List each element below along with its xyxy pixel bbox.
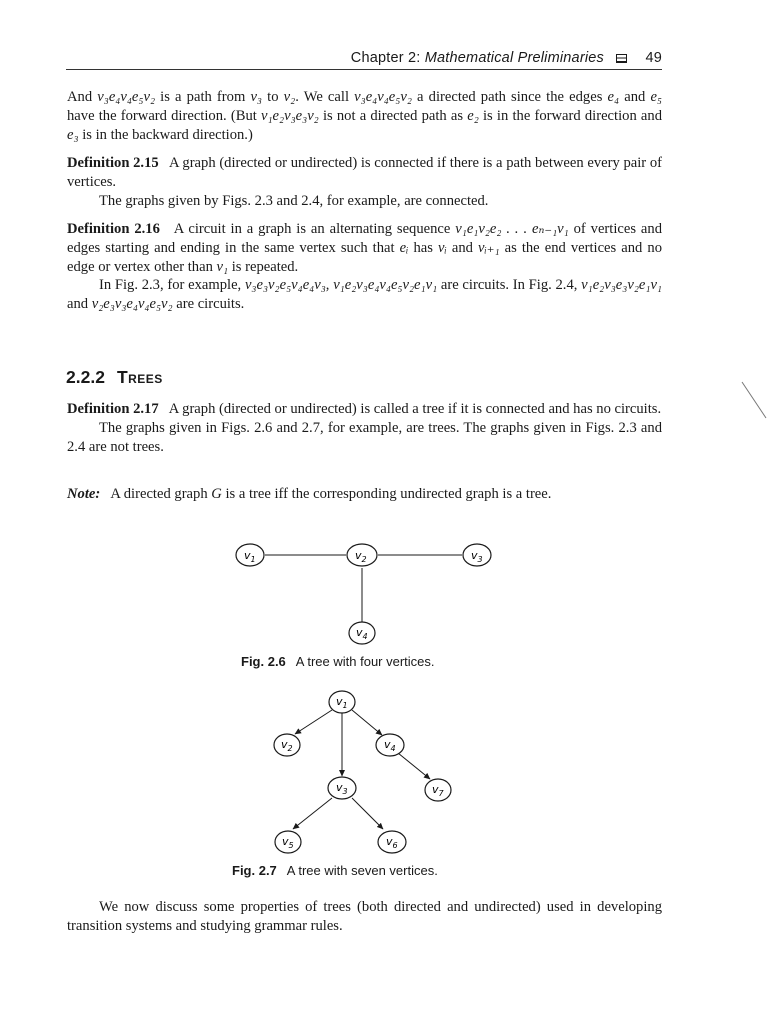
text-run: A circuit in a graph is an alternating sequence — [173, 221, 456, 237]
text-run: of vertices and edges starting and ending in the same vertex such that — [67, 221, 663, 256]
definition-label: Definition 2.15 — [67, 155, 159, 171]
text-run: and — [67, 296, 92, 313]
svg-text:v3: $v_3$ — [471, 549, 483, 564]
vertex-v4 — [349, 622, 375, 644]
note-paragraph — [67, 485, 662, 504]
text-run: In Fig. 2.3, for example, — [99, 277, 245, 294]
edge-v4-v7 — [398, 753, 430, 779]
text-run: is a tree iff the corresponding undirected graph is a tree. — [221, 486, 552, 502]
page-number: 49 — [645, 50, 662, 66]
text-run: is in the forward direction and — [478, 107, 663, 124]
math-expr: v₃e₄v₄e₅v₂ — [354, 89, 412, 105]
vertex-v6 — [378, 831, 406, 853]
vertex-v1 — [329, 691, 355, 713]
definition-label: Definition 2.17 — [67, 401, 159, 417]
figure-2-7-caption — [232, 863, 438, 878]
book-icon — [616, 54, 627, 63]
vertex-v7 — [425, 779, 451, 801]
vertex-v1 — [236, 544, 264, 566]
math-expr: G — [211, 486, 222, 502]
text-run: a directed path since the edges — [411, 89, 608, 105]
text-run: are circuits. In Fig. 2.4, — [437, 277, 582, 294]
vertex-v2 — [274, 734, 300, 756]
figure-caption-text: A tree with four vertices. — [295, 654, 435, 669]
edge-v1-v4 — [352, 710, 382, 735]
definition-example: The graphs given in Figs. 2.6 and 2.7, for example, are trees. The graphs given in Figs. 2.3 and 2.4 are not trees. — [67, 419, 662, 455]
definition-2-15 — [67, 154, 662, 210]
note-label: Note: — [67, 486, 101, 502]
math-expr: e₂ — [467, 107, 479, 124]
math-expr: vᵢ₊₁ — [477, 239, 500, 256]
vertex-v3 — [328, 777, 356, 799]
text-run: , — [325, 277, 334, 294]
paragraph-path-example — [67, 88, 662, 144]
definition-label: Definition 2.16 — [67, 221, 160, 237]
math-expr: eᵢ — [399, 239, 409, 256]
definition-example: The graphs given by Figs. 2.3 and 2.4, for example, are connected. — [99, 192, 489, 209]
header-rule — [66, 69, 662, 70]
chapter-title: Mathematical Preliminaries — [424, 50, 604, 66]
text-run: and — [619, 89, 651, 105]
math-expr: v₂e₃v₃e₄v₄e₅v₂ — [91, 296, 173, 313]
edge-v3-v5 — [293, 798, 332, 829]
text-run: is a path from — [155, 89, 251, 105]
text-run: as the end vertices and no edge or vertex other than — [67, 239, 662, 275]
section-heading — [66, 367, 163, 388]
closing-text: We now discuss some properties of trees (both directed and undirected) used in developing transition systems and studying grammar rules. — [67, 899, 662, 934]
math-expr: v₂ — [283, 89, 296, 105]
figure-label: Fig. 2.6 — [241, 654, 286, 669]
svg-text:v2: $v_2$ — [281, 738, 293, 753]
section-title: Trees — [116, 367, 163, 387]
svg-text:v2: $v_2$ — [355, 549, 367, 564]
math-expr: v₁e₂v₃e₃v₂ — [261, 107, 319, 124]
math-expr: v₁e₂v₃e₄v₄e₅v₂e₁v₁ — [333, 277, 438, 294]
svg-text:v6: $v_6$ — [386, 835, 398, 850]
edge-v1-v2 — [295, 710, 332, 734]
math-expr: v₃e₄v₄e₅v₂ — [97, 89, 156, 105]
definition-text: A graph (directed or undirected) is connected if there is a path between every pair of vertices. — [67, 155, 663, 190]
text-run: . We call — [295, 89, 355, 105]
text-run: to — [262, 89, 284, 105]
figure-caption-text: A tree with seven vertices. — [286, 863, 438, 878]
math-expr: v₃ — [250, 89, 262, 105]
scan-artifact-line — [740, 380, 768, 420]
definition-2-17 — [67, 400, 662, 456]
svg-text:v5: $v_5$ — [282, 835, 294, 850]
section-number: 2.2.2 — [66, 367, 105, 387]
svg-text:v4: $v_4$ — [384, 738, 396, 753]
math-expr: e₄ — [607, 89, 620, 105]
math-expr: vᵢ — [438, 239, 447, 256]
vertex-v5 — [275, 831, 301, 853]
svg-text:v7: $v_7$ — [432, 783, 444, 798]
vertex-v4 — [376, 734, 404, 756]
svg-text:v1: $v_1$ — [336, 695, 348, 710]
text-run: And — [67, 89, 98, 105]
math-expr: v₁ — [216, 258, 229, 275]
text-run: are circuits. — [172, 296, 245, 313]
text-run: is repeated. — [228, 258, 299, 275]
definition-text: A graph (directed or undirected) is called a tree if it is connected and has no circuits. — [168, 401, 662, 417]
svg-text:v3: $v_3$ — [336, 781, 348, 796]
figure-2-6-tree-diagram — [220, 535, 510, 655]
svg-text:v4: $v_4$ — [356, 626, 368, 641]
figure-label: Fig. 2.7 — [232, 863, 277, 878]
vertex-v3 — [463, 544, 491, 566]
math-expr: v₃e₃v₂e₅v₄e₄v₃ — [244, 277, 326, 294]
text-run: and — [446, 239, 478, 256]
text-run: is not a directed path as — [318, 107, 468, 124]
svg-text:v1: $v_1$ — [244, 549, 256, 564]
running-header — [66, 50, 662, 66]
chapter-label: Chapter 2: — [350, 50, 421, 66]
closing-paragraph — [67, 898, 662, 936]
text-run: A directed graph — [110, 486, 212, 502]
definition-2-16 — [67, 220, 662, 314]
math-expr: e₃ — [67, 126, 79, 143]
figure-2-7-tree-diagram — [260, 682, 470, 862]
text-run: has — [408, 239, 438, 256]
math-expr: v₁e₂v₃e₃v₂e₁v₁ — [581, 277, 662, 294]
math-expr: v₁e₁v₂e₂ . . . eₙ₋₁v₁ — [455, 221, 569, 237]
math-expr: e₅ — [650, 89, 662, 105]
vertex-v2 — [347, 544, 377, 566]
edge-v3-v6 — [352, 798, 383, 829]
text-run: have the forward direction. (But — [67, 107, 261, 124]
figure-2-6-caption — [241, 654, 435, 669]
text-run: is in the backward direction.) — [78, 126, 253, 143]
